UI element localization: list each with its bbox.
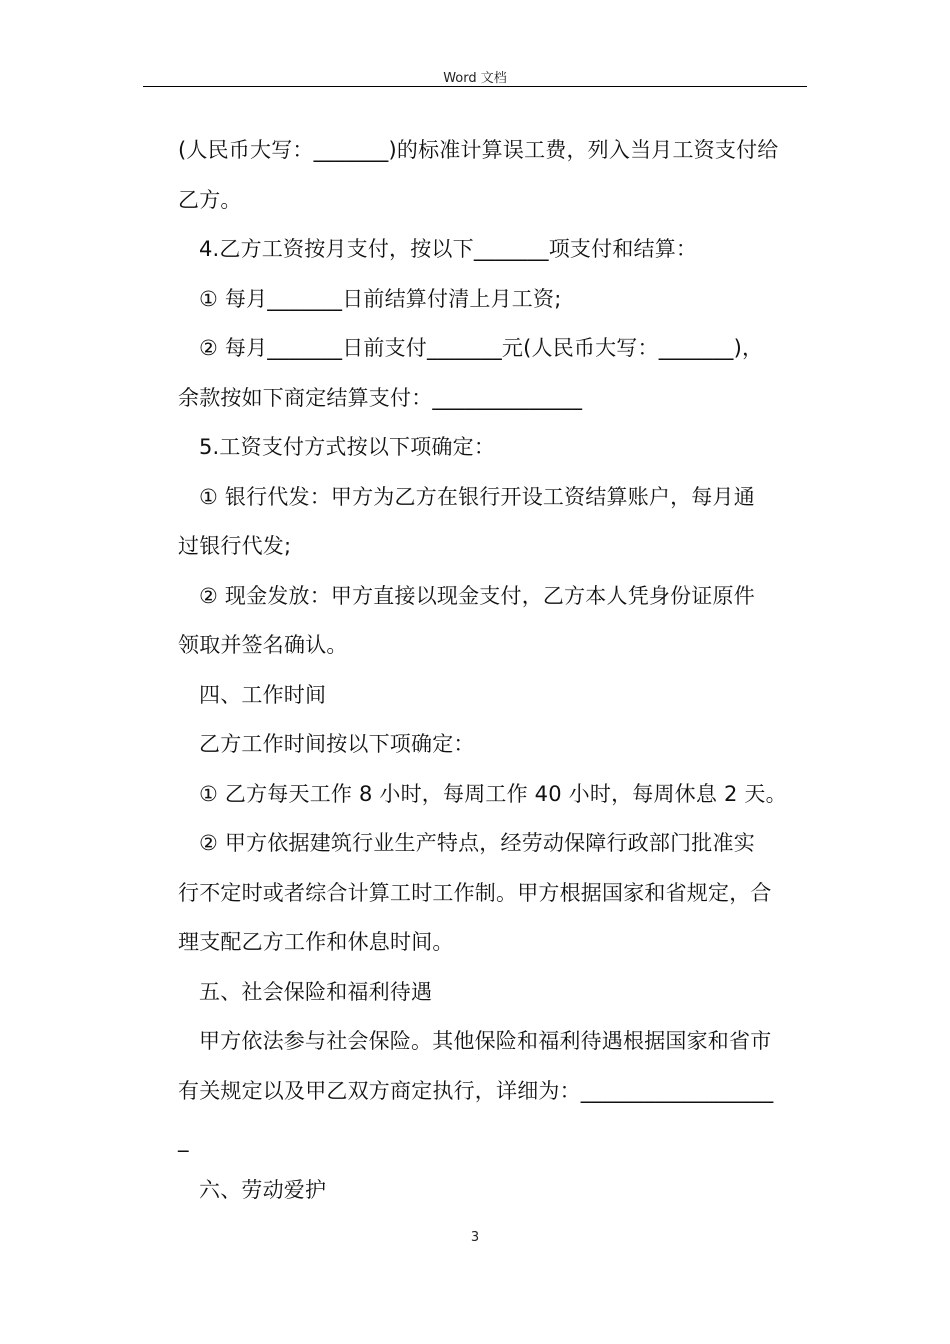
paragraph-line: ② 每月_______日前支付_______元(人民币大写：_______)， bbox=[199, 336, 764, 360]
section-heading: 六、劳动爱护 bbox=[199, 1177, 327, 1202]
page-header: Word 文档 bbox=[443, 71, 507, 86]
header-rule bbox=[143, 86, 807, 87]
paragraph-line: ① 每月_______日前结算付清上月工资; bbox=[199, 286, 562, 311]
paragraph-line: _ bbox=[178, 1128, 189, 1152]
paragraph-line: 理支配乙方工作和休息时间。 bbox=[178, 930, 454, 954]
paragraph-line: ② 现金发放：甲方直接以现金支付，乙方本人凭身份证原件 bbox=[199, 583, 755, 608]
paragraph-line: (人民币大写：_______)的标准计算误工费，列入当月工资支付给 bbox=[178, 138, 779, 162]
paragraph-line: ① 银行代发：甲方为乙方在银行开设工资结算账户，每月通 bbox=[199, 484, 755, 509]
paragraph-line: 行不定时或者综合计算工时工作制。甲方根据国家和省规定，合 bbox=[178, 880, 772, 905]
section-heading: 四、工作时间 bbox=[199, 682, 327, 707]
paragraph-line: ① 乙方每天工作 8 小时，每周工作 40 小时，每周休息 2 天。 bbox=[199, 781, 787, 806]
paragraph-line: 乙方工作时间按以下项确定： bbox=[199, 732, 475, 756]
paragraph-line: 乙方。 bbox=[178, 187, 242, 212]
paragraph-line: 余款按如下商定结算支付：______________ bbox=[178, 385, 583, 410]
paragraph-line: 过银行代发; bbox=[178, 534, 292, 558]
section-heading: 五、社会保险和福利待遇 bbox=[199, 979, 433, 1004]
page-number: 3 bbox=[470, 1230, 480, 1245]
paragraph-line: 4.乙方工资按月支付，按以下_______项支付和结算： bbox=[199, 237, 698, 261]
document-body bbox=[178, 126, 806, 1215]
paragraph-line: 领取并签名确认。 bbox=[178, 633, 348, 657]
paragraph-line: 有关规定以及甲乙双方商定执行，详细为：__________________ bbox=[178, 1078, 774, 1103]
paragraph-line: ② 甲方依据建筑行业生产特点，经劳动保障行政部门批准实 bbox=[199, 831, 755, 855]
paragraph-line: 甲方依法参与社会保险。其他保险和福利待遇根据国家和省市 bbox=[199, 1029, 772, 1053]
paragraph-line: 5.工资支付方式按以下项确定： bbox=[199, 435, 496, 459]
